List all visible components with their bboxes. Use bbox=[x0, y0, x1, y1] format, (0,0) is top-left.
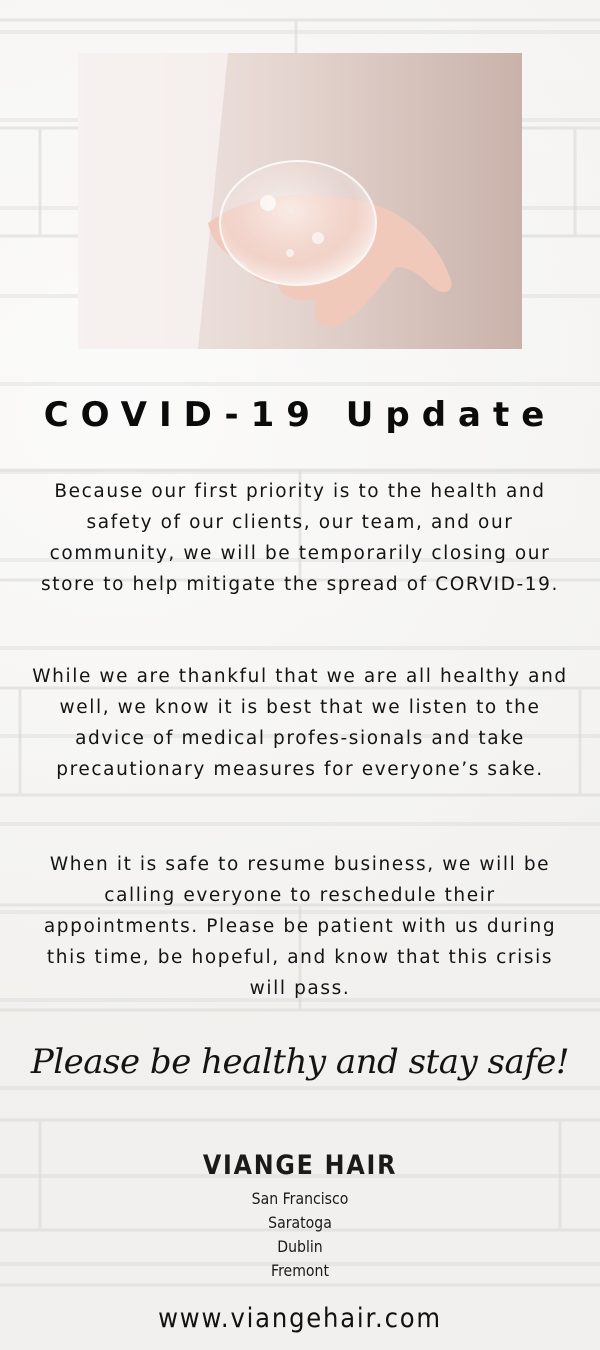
location-item: Dublin bbox=[277, 1237, 323, 1256]
paragraph-resume-plan: When it is safe to resume business, we will be calling everyone to reschedule their appointments. Please be patient with us during this time, be hopeful, and know that this crisis will pass. bbox=[43, 854, 557, 999]
paragraph-closure-notice: Because our first priority is to the health and safety of our clients, our team, and our community, we will be temporarily closing our store to help mitigate the spread of CORVID-19. bbox=[41, 481, 559, 595]
paragraph-health-note: While we are thankful that we are all healthy and well, we know it is best that we listen to the advice of medical profes-sionals and take precautionary measures for everyone’s sake. bbox=[32, 666, 568, 780]
closing-message: Please be healthy and stay safe! bbox=[30, 1042, 570, 1082]
page-title: COVID-19 Update bbox=[43, 395, 557, 435]
location-item: San Francisco bbox=[251, 1189, 349, 1208]
hero-photo bbox=[78, 53, 522, 349]
location-list bbox=[0, 1187, 600, 1283]
website-link[interactable]: www.viangehair.com bbox=[158, 1303, 442, 1334]
brand-name: VIANGE HAIR bbox=[202, 1150, 398, 1181]
location-item: Fremont bbox=[271, 1261, 329, 1280]
location-item: Saratoga bbox=[268, 1213, 332, 1232]
hand-bubble-image bbox=[78, 53, 522, 349]
